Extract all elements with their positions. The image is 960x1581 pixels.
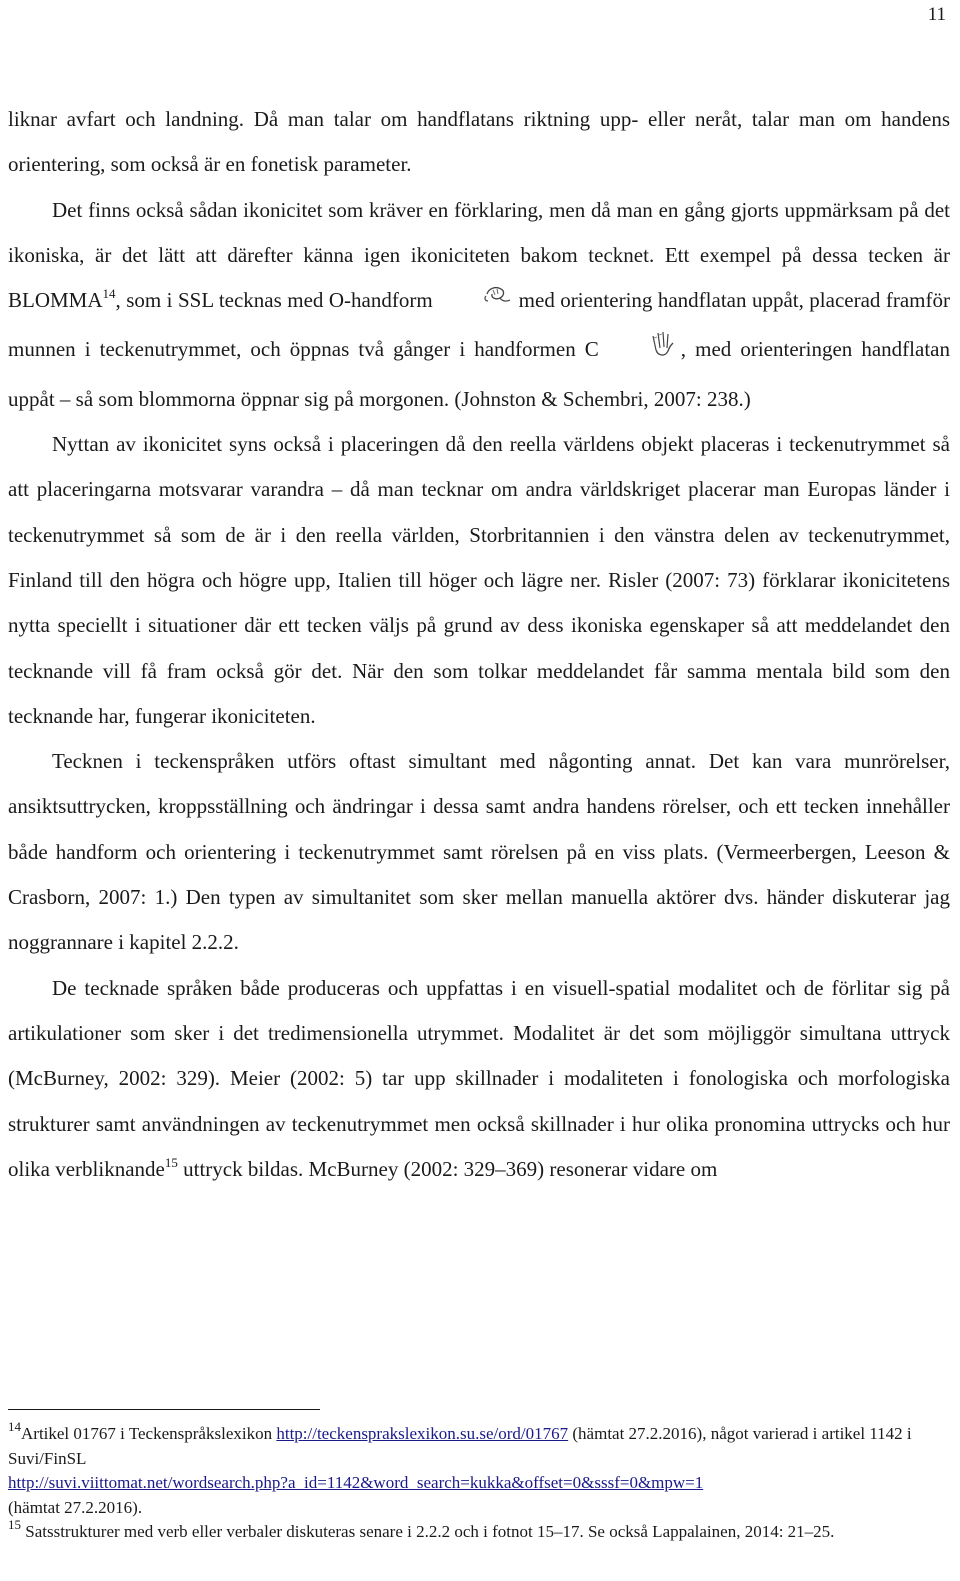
- footnote-ref-15[interactable]: 15: [164, 1154, 178, 1170]
- body-text: [8, 97, 950, 1192]
- footnotes: [8, 1419, 946, 1545]
- footnote-14-text-1: Artikel 01767 i Teckenspråkslexikon: [21, 1424, 277, 1443]
- footnote-15-text: Satsstrukturer med verb eller verbaler diskuteras senare i 2.2.2 och i fotnot 15–17. Se också Lappalainen, 2014: 21–25.: [21, 1522, 835, 1541]
- footnote-ref-14[interactable]: 14: [102, 286, 116, 302]
- suvi-link[interactable]: http://suvi.viittomat.net/wordsearch.php?a_id=1142&word_search=kukka&offset=0&sssf=0&mpw=1: [8, 1473, 704, 1492]
- c-handshape-icon: [603, 330, 677, 376]
- paragraph-5: [8, 966, 950, 1192]
- paragraph-5-part-2: uttryck bildas. McBurney (2002: 329–369) resonerar vidare om: [183, 1156, 718, 1181]
- footnote-15-mark: 15: [8, 1517, 21, 1533]
- footnote-14: [8, 1419, 946, 1520]
- footnote-15: [8, 1517, 946, 1545]
- paragraph-3: Nyttan av ikonicitet syns också i placeringen då den reella världens objekt placeras i teckenutrymmet så att placeringarna motsvarar varandra – då man tecknar om andra världskriget placerar man Europas länder i teckenutrymmet så som de är i den reella världen, Storbritannien i den vänstra delen av teckenutrymmet, Finland till den högra och högre upp, Italien till höger och lägre ner. Risler (2007: 73) förklarar ikonicitetens nytta speciellt i situationer där ett tecken väljs på grund av dess ikoniska egenskaper så att meddelandet den tecknande vill få fram också gör det. När den som tolkar meddelandet får samma mentala bild som den tecknande har, fungerar ikoniciteten.: [8, 432, 950, 728]
- paragraph-5-part-1: De tecknade språken både produceras och uppfattas i en visuell-spatial modalitet och de förlitar sig på artikulationer som sker i det tredimensionella utrymmet. Modalitet är det som möjliggör simultana uttryck (McBurney, 2002: 329). Meier (2002: 5) tar upp skillnader i modaliteten i fonologiska och morfologiska strukturer samt användningen av teckenutrymmet men också skillnader i hur olika pronomina uttrycks och hur olika verbliknande: [8, 975, 950, 1181]
- paragraph-4: Tecknen i teckenspråken utförs oftast simultant med någonting annat. Det kan vara munrörelser, ansiktsuttrycken, kroppsställning och ändringar i dessa samt andra handens rörelser, och ett tecken innehåller både handform och orientering i teckenutrymmet samt rörelsen på en viss plats. (Vermeerbergen, Leeson & Crasborn, 2007: 1.) Den typen av simultanitet som sker mellan manuella aktörer dvs. händer diskuterar jag noggrannare i kapitel 2.2.2.: [8, 749, 950, 955]
- page-number: 11: [927, 4, 946, 25]
- paragraph-2-part-4: , med orienteringen handflatan uppåt – så som blommorna öppnar sig på morgonen. (Johnston & Schembri, 2007: 238.): [8, 337, 950, 411]
- paragraph-2-part-1: Det finns också sådan ikonicitet som kräver en förklaring, men då man en gång gjorts uppmärksam på det ikoniska, är det lätt att därefter känna igen ikoniciteten bakom tecknet. Ett exempel på dessa tecken är BLOMMA: [8, 197, 950, 313]
- footnote-14-text-2: (hämtat 27.2.2016), något varierad i artikel 1142 i Suvi/FinSL: [8, 1424, 912, 1468]
- footnote-separator: [8, 1409, 320, 1410]
- footnote-14-mark: 14: [8, 1419, 21, 1435]
- footnote-14-text-3: (hämtat 27.2.2016).: [8, 1497, 143, 1517]
- paragraph-2-part-2: , som i SSL tecknas med O-handform: [115, 288, 433, 313]
- paragraph-2-part-3: med orientering handflatan uppåt, placerad framför munnen i teckenutrymmet, och öppnas två gånger i handformen C: [8, 288, 950, 362]
- paragraph-2: [8, 188, 950, 422]
- o-handshape-icon: [437, 282, 515, 327]
- paragraph-1: liknar avfart och landning. Då man talar om handflatans riktning upp- eller neråt, talar man om handens orientering, som också är en fonetisk parameter.: [8, 107, 950, 177]
- teckensprakslexikon-link[interactable]: http://teckensprakslexikon.su.se/ord/01767: [276, 1424, 569, 1443]
